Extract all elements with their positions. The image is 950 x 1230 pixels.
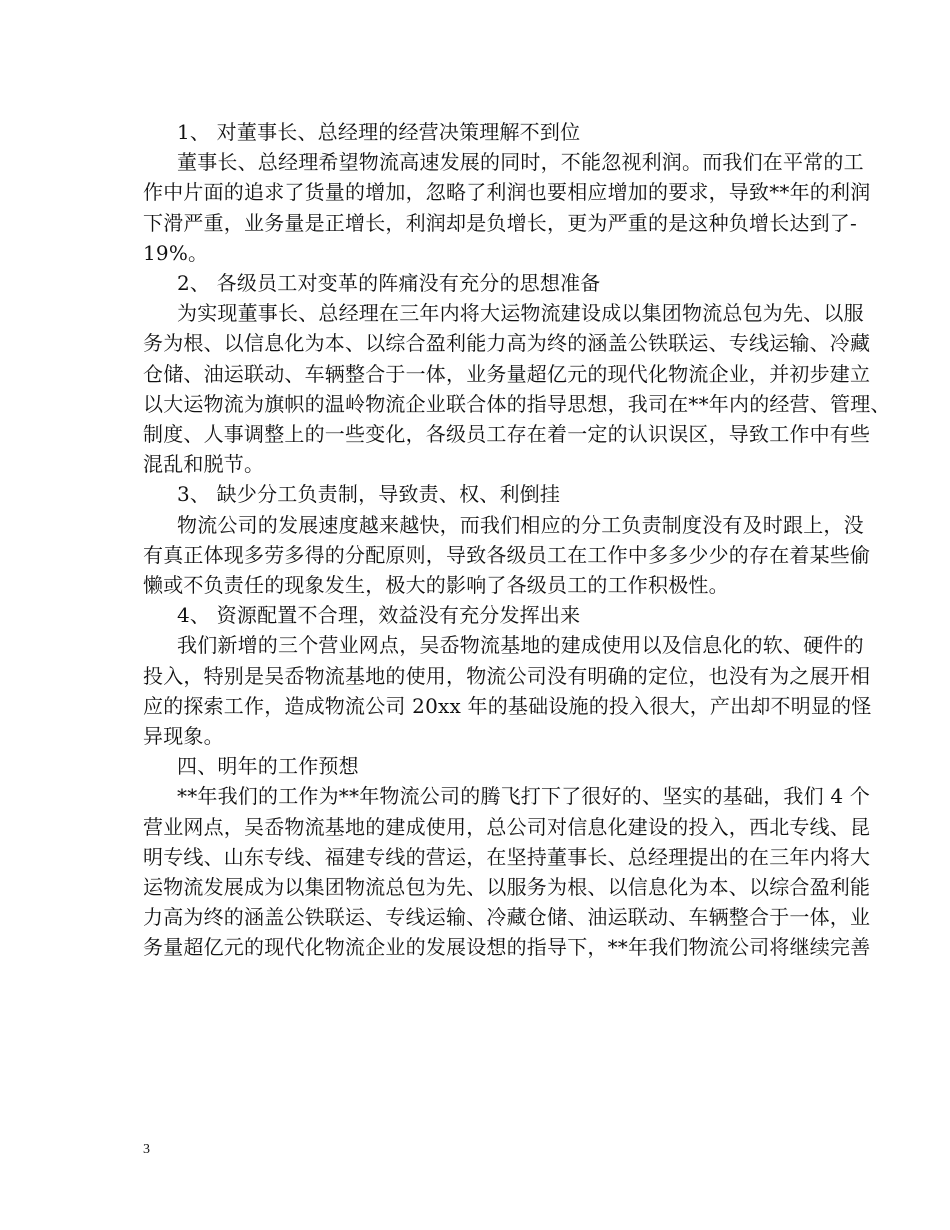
text-line: 务量超亿元的现代化物流企业的发展设想的指导下，**年我们物流公司将继续完善 (143, 935, 871, 960)
text-line: 3、 缺少分工负责制，导致责、权、利倒挂 (177, 482, 561, 507)
text-line: 投入，特别是吴岙物流基地的使用，物流公司没有明确的定位，也没有为之展开相 (143, 663, 871, 688)
text-line: 异现象。 (143, 724, 224, 749)
text-line: 19%。 (143, 240, 209, 265)
text-line: 仓储、油运联动、车辆整合于一体，业务量超亿元的现代化物流企业，并初步建立 (143, 361, 871, 386)
text-line: 下滑严重，业务量是正增长，利润却是负增长，更为严重的是这种负增长达到了- (143, 210, 857, 235)
text-line: 为实现董事长、总经理在三年内将大运物流建设成以集团物流总包为先、以服 (177, 301, 864, 326)
text-line: 营业网点，吴岙物流基地的建成使用，总公司对信息化建设的投入，西北专线、昆 (143, 814, 871, 839)
text-line: 务为根、以信息化为本、以综合盈利能力高为终的涵盖公铁联运、专线运输、冷藏 (143, 331, 871, 356)
text-line: 明专线、山东专线、福建专线的营运，在坚持董事长、总经理提出的在三年内将大 (143, 844, 871, 869)
text-line: 懒或不负责任的现象发生，极大的影响了各级员工的工作积极性。 (143, 573, 729, 598)
text-line: 2、 各级员工对变革的阵痛没有充分的思想准备 (177, 271, 601, 296)
text-line: 制度、人事调整上的一些变化，各级员工存在着一定的认识误区，导致工作中有些 (143, 422, 871, 447)
text-line: 董事长、总经理希望物流高速发展的同时，不能忽视利润。而我们在平常的工 (177, 150, 864, 175)
text-line: 以大运物流为旗帜的温岭物流企业联合体的指导思想，我司在**年内的经营、管理、 (143, 391, 891, 416)
text-line: 力高为终的涵盖公铁联运、专线运输、冷藏仓储、油运联动、车辆整合于一体，业 (143, 905, 871, 930)
text-line: 四、明年的工作预想 (177, 754, 359, 779)
text-line: **年我们的工作为**年物流公司的腾飞打下了很好的、坚实的基础，我们 4 个 (177, 784, 871, 809)
text-line: 混乱和脱节。 (143, 452, 265, 477)
text-line: 运物流发展成为以集团物流总包为先、以服务为根、以信息化为本、以综合盈利能 (143, 875, 871, 900)
text-line: 我们新增的三个营业网点，吴岙物流基地的建成使用以及信息化的软、硬件的 (177, 633, 864, 658)
document-body (143, 117, 891, 963)
text-line: 应的探索工作，造成物流公司 20xx 年的基础设施的投入很大，产出却不明显的怪 (143, 693, 872, 718)
text-line: 有真正体现多劳多得的分配原则，导致各级员工在工作中多多少少的存在着某些偷 (143, 542, 871, 567)
text-line: 1、 对董事长、总经理的经营决策理解不到位 (177, 120, 581, 144)
text-line: 作中片面的追求了货量的增加，忽略了利润也要相应增加的要求，导致**年的利润 (143, 180, 871, 205)
text-line: 物流公司的发展速度越来越快，而我们相应的分工负责制度没有及时跟上，没 (177, 512, 864, 537)
page-number: 3 (143, 1142, 150, 1157)
text-line: 4、 资源配置不合理，效益没有充分发挥出来 (177, 603, 581, 628)
